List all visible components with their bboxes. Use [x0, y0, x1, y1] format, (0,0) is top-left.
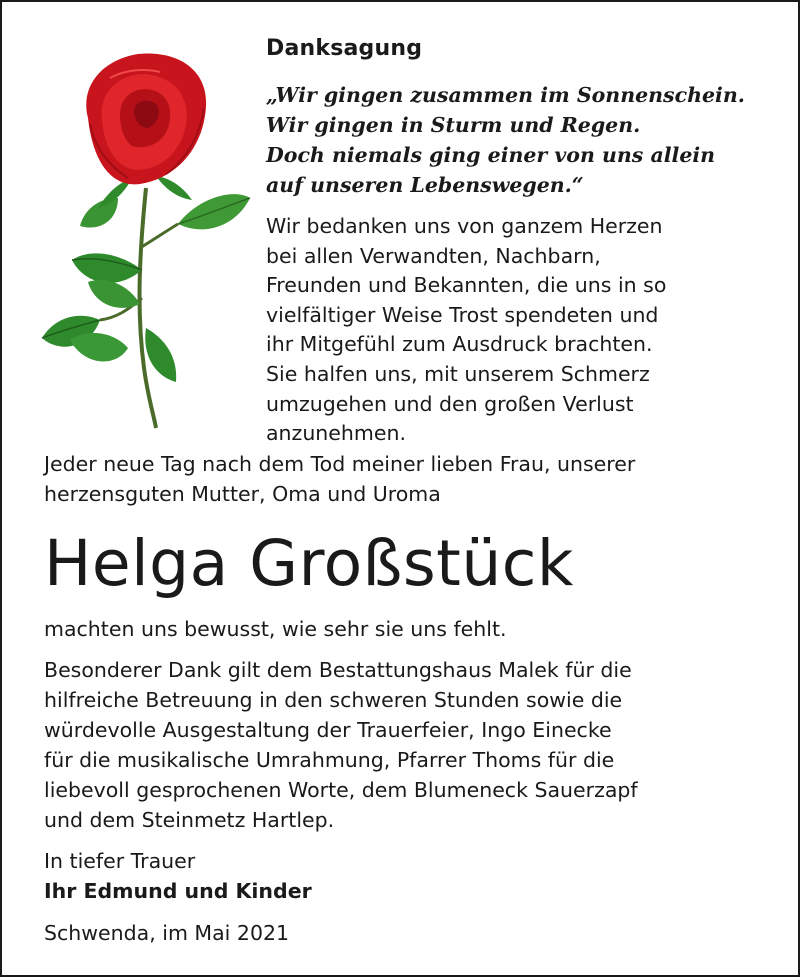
red-rose-image: [28, 48, 258, 433]
signers-line: Ihr Edmund und Kinder: [44, 879, 312, 903]
special-thanks-paragraph: [44, 655, 784, 835]
mourning-line: In tiefer Trauer: [44, 849, 196, 873]
thanks-line: anzunehmen.: [266, 421, 406, 446]
poem-quote: [266, 80, 786, 200]
thanks-line: bei allen Verwandten, Nachbarn,: [266, 243, 601, 268]
thanks-line: umzugehen und den großen Verlust: [266, 391, 634, 416]
special-line: würdevolle Ausgestaltung der Trauerfeier, Ingo Einecke: [44, 718, 612, 742]
poem-line: Doch niemals ging einer von uns allein: [266, 143, 716, 167]
special-line: hilfreiche Betreuung in den schweren Stunden sowie die: [44, 688, 623, 712]
thanks-line: vielfältiger Weise Trost spendeten und: [266, 302, 659, 327]
poem-line: Wir gingen in Sturm und Regen.: [266, 113, 641, 137]
poem-line: „Wir gingen zusammen im Sonnenschein.: [266, 83, 745, 107]
intro-line: Jeder neue Tag nach dem Tod meiner lieben Frau, unserer: [44, 452, 636, 476]
special-line: für die musikalische Umrahmung, Pfarrer Thoms für die: [44, 748, 615, 772]
special-line: und dem Steinmetz Hartlep.: [44, 808, 335, 832]
thanks-line: Sie halfen uns, mit unserem Schmerz: [266, 361, 650, 386]
poem-line: auf unseren Lebenswegen.“: [266, 173, 584, 197]
thanks-line: ihr Mitgefühl zum Ausdruck brachten.: [266, 332, 653, 357]
special-line: liebevoll gesprochenen Worte, dem Blumeneck Sauerzapf: [44, 778, 638, 802]
missed-sentence: machten uns bewusst, wie sehr sie uns fehlt.: [44, 617, 507, 641]
thanks-paragraph: [266, 212, 786, 449]
intro-line: herzensguten Mutter, Oma und Uroma: [44, 482, 441, 506]
thanks-line: Freunden und Bekannten, die uns in so: [266, 273, 667, 298]
heading-danksagung: Danksagung: [266, 36, 423, 61]
thanks-line: Wir bedanken uns von ganzem Herzen: [266, 214, 663, 238]
place-date: Schwenda, im Mai 2021: [44, 921, 290, 945]
intro-paragraph: [44, 449, 784, 509]
special-line: Besonderer Dank gilt dem Bestattungshaus Malek für die: [44, 658, 632, 682]
deceased-name: Helga Großstück: [44, 527, 574, 600]
